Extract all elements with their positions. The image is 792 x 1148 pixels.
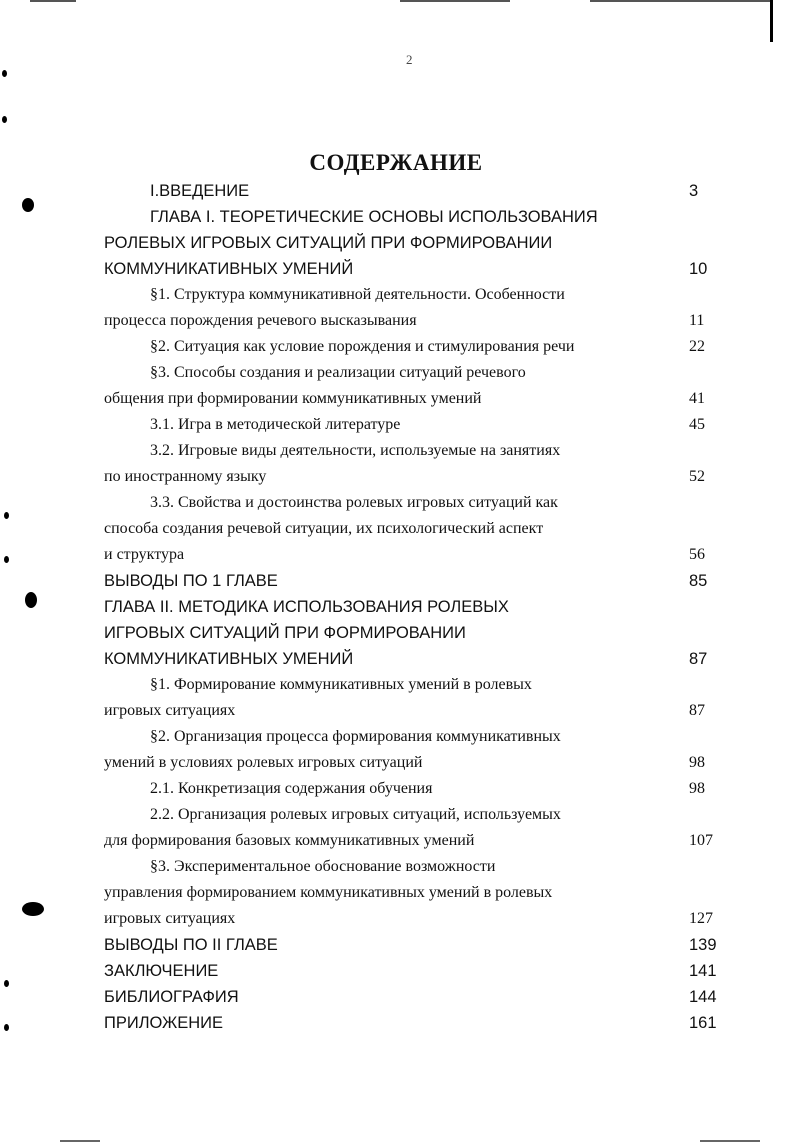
- toc-entry-page: 144: [689, 988, 717, 1006]
- toc-entry-text: управления формированием коммуникативных умений в ролевых: [104, 884, 553, 901]
- toc-entry-page: 127: [689, 910, 713, 927]
- toc-entry: [104, 698, 724, 724]
- toc-entry-page: 52: [689, 468, 705, 485]
- toc-entry-text: умений в условиях ролевых игровых ситуаций: [104, 754, 423, 771]
- toc-entry: [104, 880, 724, 906]
- toc-entry-text: §3. Экспериментальное обоснование возможности: [150, 858, 496, 875]
- punch-hole-mark: [2, 116, 7, 123]
- toc-entry-text: §3. Способы создания и реализации ситуаций речевого: [150, 364, 526, 381]
- punch-hole-mark: [4, 1024, 9, 1031]
- toc-entry-page: 11: [689, 312, 705, 329]
- toc-entry: [104, 620, 724, 646]
- toc-entry-text: способа создания речевой ситуации, их психологический аспект: [104, 520, 544, 537]
- page-title: СОДЕРЖАНИЕ: [309, 150, 483, 175]
- toc-entry-page: 22: [689, 338, 705, 355]
- toc-entry: [104, 568, 724, 594]
- toc-entry: [104, 334, 724, 360]
- toc-entry: [104, 958, 724, 984]
- toc-entry-text: ГЛАВА II. МЕТОДИКА ИСПОЛЬЗОВАНИЯ РОЛЕВЫХ: [104, 598, 509, 616]
- toc-entry: [104, 672, 724, 698]
- toc-entry: [104, 464, 724, 490]
- toc-entry: [104, 984, 724, 1010]
- toc-entry: [104, 204, 724, 230]
- toc-entry: [104, 776, 724, 802]
- toc-entry-text: §1. Формирование коммуникативных умений в ролевых: [150, 676, 532, 693]
- ink-blot: [22, 902, 44, 916]
- toc-entry-page: 98: [689, 780, 705, 797]
- toc-entry: [104, 854, 724, 880]
- page-number: 2: [406, 52, 413, 67]
- toc-entry-page: 87: [689, 650, 708, 668]
- toc-entry-text: РОЛЕВЫХ ИГРОВЫХ СИТУАЦИЙ ПРИ ФОРМИРОВАНИИ: [104, 234, 553, 252]
- toc-entry-text: КОММУНИКАТИВНЫХ УМЕНИЙ: [104, 650, 354, 668]
- toc-entry: [104, 178, 724, 204]
- toc-entry: [104, 802, 724, 828]
- toc-entry-text: ЗАКЛЮЧЕНИЕ: [104, 962, 219, 980]
- scan-edge-line: [30, 0, 76, 2]
- toc-entry: [104, 360, 724, 386]
- toc-entry-text: игровых ситуациях: [104, 910, 236, 927]
- toc-entry-text: по иностранному языку: [104, 468, 267, 485]
- toc-entry-page: 45: [689, 416, 705, 433]
- toc-entry: [104, 230, 724, 256]
- punch-hole-mark: [2, 70, 7, 77]
- toc-entry-page: 3: [689, 182, 699, 200]
- toc-entry-page: 141: [689, 962, 717, 980]
- toc-entry-text: ГЛАВА I. ТЕОРЕТИЧЕСКИЕ ОСНОВЫ ИСПОЛЬЗОВАНИЯ: [150, 208, 598, 226]
- toc-entry: [104, 516, 724, 542]
- toc-entry: [104, 932, 724, 958]
- toc-entry-text: §2. Ситуация как условие порождения и стимулирования речи: [150, 338, 575, 355]
- scan-edge-line: [60, 1140, 100, 1142]
- toc-entry-text: БИБЛИОГРАФИЯ: [104, 988, 239, 1006]
- toc-entry: [104, 1010, 724, 1036]
- toc-entry-text: I.ВВЕДЕНИЕ: [150, 182, 250, 200]
- toc-entry-text: 2.1. Конкретизация содержания обучения: [150, 780, 433, 797]
- ink-blot: [22, 198, 34, 212]
- toc-entry: [104, 542, 724, 568]
- toc-entry-text: игровых ситуациях: [104, 702, 236, 719]
- scan-edge-line: [590, 0, 770, 2]
- toc-entry-page: 85: [689, 572, 708, 590]
- toc-entry-page: 87: [689, 702, 705, 719]
- toc-entry-page: 139: [689, 936, 717, 954]
- toc-entry-text: §2. Организация процесса формирования коммуникативных: [150, 728, 561, 745]
- toc-entry-text: 3.2. Игровые виды деятельности, используемые на занятиях: [150, 442, 561, 459]
- toc-entry: [104, 724, 724, 750]
- punch-hole-mark: [4, 980, 9, 987]
- toc-entry-text: §1. Структура коммуникативной деятельности. Особенности: [150, 286, 565, 303]
- toc-entry-page: 107: [689, 832, 713, 849]
- toc-entry-page: 41: [689, 390, 705, 407]
- toc-entry: [104, 594, 724, 620]
- toc-entry: [104, 256, 724, 282]
- toc-entry: [104, 828, 724, 854]
- toc-entry-text: 3.3. Свойства и достоинства ролевых игровых ситуаций как: [150, 494, 558, 511]
- toc-entry: [104, 386, 724, 412]
- toc-entry-text: 3.1. Игра в методической литературе: [150, 416, 401, 433]
- toc-entry-text: процесса порождения речевого высказывания: [104, 312, 417, 329]
- toc-entry-text: общения при формировании коммуникативных умений: [104, 390, 482, 407]
- toc-entry-text: 2.2. Организация ролевых игровых ситуаций, используемых: [150, 806, 561, 823]
- toc-entry: [104, 750, 724, 776]
- toc-entry-page: 10: [689, 260, 708, 278]
- toc-entry-text: ВЫВОДЫ ПО 1 ГЛАВЕ: [104, 572, 278, 590]
- toc-entry-text: ИГРОВЫХ СИТУАЦИЙ ПРИ ФОРМИРОВАНИИ: [104, 624, 466, 642]
- toc-entry-page: 161: [689, 1014, 717, 1032]
- punch-hole-mark: [4, 512, 9, 519]
- ink-blot: [25, 592, 37, 608]
- toc-entry-text: ВЫВОДЫ ПО II ГЛАВЕ: [104, 936, 278, 954]
- scan-edge-line: [700, 1140, 760, 1142]
- toc-entry-text: и структура: [104, 546, 185, 563]
- scan-edge-line: [400, 0, 510, 2]
- table-of-contents: [104, 178, 724, 1036]
- toc-entry: [104, 308, 724, 334]
- toc-entry: [104, 282, 724, 308]
- punch-hole-mark: [4, 556, 9, 563]
- toc-entry: [104, 646, 724, 672]
- toc-entry-text: КОММУНИКАТИВНЫХ УМЕНИЙ: [104, 260, 354, 278]
- toc-entry-page: 98: [689, 754, 705, 771]
- toc-entry: [104, 438, 724, 464]
- toc-entry: [104, 490, 724, 516]
- scan-edge-mark: [770, 0, 773, 42]
- toc-entry-text: для формирования базовых коммуникативных умений: [104, 832, 475, 849]
- toc-entry-page: 56: [689, 546, 705, 563]
- toc-entry: [104, 906, 724, 932]
- toc-entry-text: ПРИЛОЖЕНИЕ: [104, 1014, 224, 1032]
- toc-entry: [104, 412, 724, 438]
